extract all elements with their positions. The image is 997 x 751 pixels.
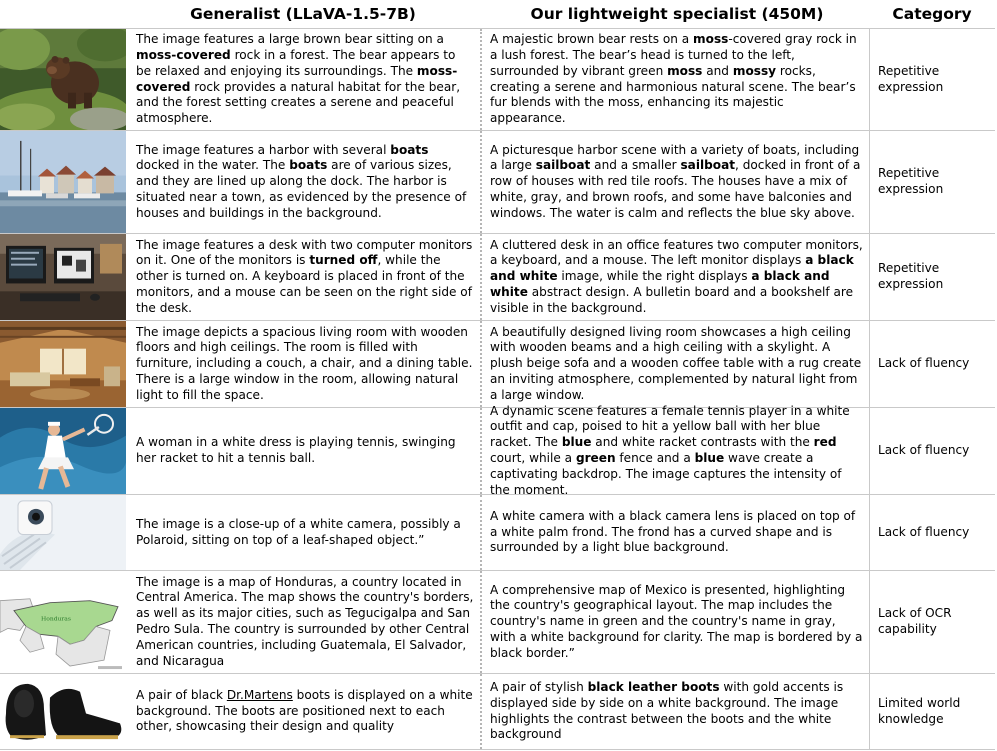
desk-image (0, 234, 126, 320)
caption-text: with gold accents is displayed side by side on a white background. The image highlights the contrast between the boots and the white background (490, 679, 844, 742)
caption-text: , while the other is turned on. A keyboard is placed in front of the monitors, and a mouse can be seen on the right side of the desk. (136, 253, 472, 315)
living-room-image (0, 321, 126, 407)
emphasized-text: boats (289, 158, 328, 173)
generalist-caption (126, 571, 480, 673)
harbor-image (0, 131, 126, 233)
camera-image (0, 495, 126, 570)
caption-text: and a smaller (590, 158, 681, 173)
caption-text: docked in the water. The (136, 158, 290, 173)
caption-text: A woman in a white dress is playing tennis, swinging her racket to hit a tennis ball. (136, 435, 456, 465)
caption-text: and (702, 63, 733, 78)
emphasized-text: moss-covered (136, 47, 231, 62)
table-row (0, 571, 995, 674)
caption-text: A majestic brown bear rests on a (490, 32, 694, 47)
category-label: Repetitive expression (878, 166, 944, 196)
emphasized-text: red (813, 435, 837, 450)
specialist-caption (480, 29, 870, 130)
caption-text: wave create a captivating backdrop. The image captures the intensity of the moment. (490, 451, 842, 497)
category-label: Lack of fluency (878, 356, 970, 371)
caption-text: A pair of black (136, 687, 227, 702)
caption-text: The image is a map of Honduras, a country located in Central America. The map shows the country's borders, as well as its major cities, such as Tegucigalpa and San Pedro Sula. The country is surrounded by other Central American countries, including Guatemala, El Salvador, and Nicaragua (136, 574, 474, 668)
emphasized-text: a black and white (490, 269, 830, 299)
specialist-caption (480, 321, 870, 407)
boots-image (0, 674, 126, 749)
generalist-caption (126, 321, 480, 407)
caption-text: boots is displayed on a white background. The boots are positioned next to each other, showcasing their design and quality (136, 687, 473, 734)
category-label: Lack of OCR capability (878, 606, 952, 636)
emphasized-text: moss (693, 32, 729, 47)
caption-text: are of various sizes, and they are lined up along the dock. The harbor is situated near a town, as evidenced by the presence of houses and buildings in the background. (136, 158, 467, 220)
caption-text: and white racket contrasts with the (591, 435, 814, 450)
table-row (0, 28, 995, 131)
caption-text: court, while a (490, 451, 576, 465)
category-label: Repetitive expression (878, 63, 944, 94)
caption-text: The image features a large brown bear sitting on a (136, 32, 444, 47)
emphasized-text: turned off (309, 253, 378, 268)
specialist-caption (480, 403, 870, 497)
category-label: Lack of fluency (878, 443, 970, 458)
caption-text: image, while the right displays (557, 269, 752, 284)
table-row (0, 403, 995, 497)
bear-image (0, 29, 126, 130)
table-row (0, 321, 995, 408)
table-row (0, 495, 995, 571)
caption-text: Dr.Martens (226, 687, 293, 702)
emphasized-text: sailboat (680, 158, 736, 173)
emphasized-text: green (575, 451, 616, 465)
specialist-caption (480, 131, 870, 233)
emphasized-text: moss-covered (136, 63, 458, 94)
caption-text: rock in a forest. The bear appears to be relaxed and enjoying its surroundings. The (136, 47, 456, 78)
category-label: Lack of fluency (878, 524, 970, 539)
emphasized-text: sailboat (535, 158, 591, 173)
emphasized-text: blue (561, 435, 592, 450)
table-row (0, 131, 995, 234)
caption-text: A white camera with a black camera lens is placed on top of a white palm frond. The frond has a curved shape and is surrounded by a light blue background. (490, 508, 856, 555)
caption-text: A beautifully designed living room showcases a high ceiling with wooden beams and a high ceiling with a skylight. A plush beige sofa and a wooden coffee table with a rug create an inviting atmosphere, complemented by natural light from a large window. (490, 324, 862, 402)
table-row (0, 234, 995, 321)
map-country-label: Honduras (41, 615, 71, 623)
caption-text: A cluttered desk in an office features two computer monitors, a keyboard, and a mouse. The left monitor displays (490, 237, 863, 268)
specialist-header: Our lightweight specialist (450M) (530, 5, 824, 23)
caption-text: A pair of stylish (490, 679, 588, 694)
specialist-caption (480, 674, 870, 749)
caption-text: The image depicts a spacious living room with wooden floors and high ceilings. The room is filled with furniture, including a couch, a chair, and a dining table. There is a large window in the room, allowing natural light to fill the space. (136, 324, 473, 402)
emphasized-text: blue (694, 451, 725, 465)
caption-text: -covered gray rock in a lush forest. The bear’s head is turned to the left, surrounded by vibrant green (490, 32, 857, 78)
emphasized-text: a black and white (490, 253, 854, 284)
generalist-caption (126, 131, 480, 233)
generalist-caption (126, 29, 480, 130)
specialist-caption (480, 571, 870, 673)
generalist-caption (126, 408, 480, 494)
honduras-map-image (0, 571, 126, 673)
specialist-caption (480, 234, 870, 320)
emphasized-text: black leather boots (587, 679, 720, 694)
caption-text: rocks, creating a serene and harmonious natural scene. The bear’s fur blends with the moss, enhancing its majestic appearance. (490, 63, 856, 126)
comparison-table (0, 28, 995, 750)
caption-text: fence and a (615, 451, 695, 465)
emphasized-text: moss (667, 63, 703, 78)
emphasized-text: mossy (732, 63, 777, 78)
caption-text: The image is a close-up of a white camera, possibly a Polaroid, sitting on top of a leaf-shaped object.” (136, 516, 461, 547)
category-header: Category (892, 5, 972, 23)
generalist-caption (126, 674, 480, 749)
tennis-image (0, 408, 126, 494)
generalist-caption (126, 495, 480, 570)
caption-text: The image features a desk with two computer monitors on it. One of the monitors is (136, 237, 473, 268)
category-label: Repetitive expression (878, 261, 944, 291)
table-row (0, 674, 995, 750)
caption-text: A picturesque harbor scene with a variety of boats, including a large (490, 142, 860, 173)
caption-text: , docked in front of a row of houses with red tile roofs. The houses have a mix of white, gray, and brown roofs, and some have balconies and windows. The water is calm and reflects the blue sky above. (490, 158, 861, 220)
generalist-header: Generalist (LLaVA-1.5-7B) (190, 5, 416, 23)
category-label: Limited world knowledge (878, 695, 961, 726)
specialist-caption (480, 495, 870, 570)
emphasized-text: boats (390, 142, 429, 157)
caption-text: abstract design. A bulletin board and a bookshelf are visible in the background. (490, 284, 854, 315)
generalist-caption (126, 234, 480, 320)
caption-text: A dynamic scene features a female tennis player in a white outfit and cap, poised to hit a yellow ball with her blue racket. The (490, 403, 850, 450)
caption-text: rock provides a natural habitat for the bear, and the forest setting creates a serene and peaceful atmosphere. (136, 79, 461, 126)
caption-text: The image features a harbor with several (136, 142, 391, 157)
caption-text: A comprehensive map of Mexico is presented, highlighting the country's geographical layout. The map includes the country's name in green and the country's name in gray, with a white background for clarity. The map is bordered by a black border.” (490, 582, 863, 660)
